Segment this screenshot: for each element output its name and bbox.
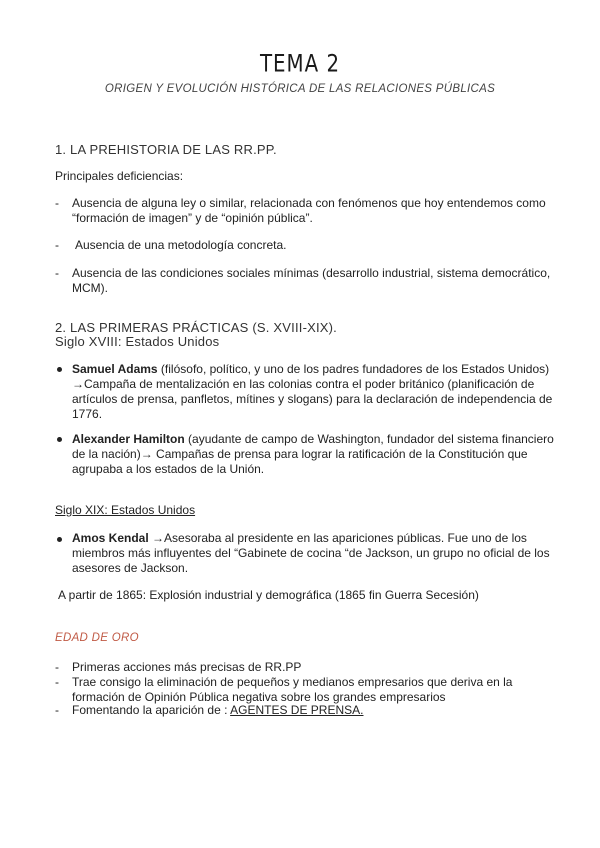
section-4-heading: EDAD DE ORO xyxy=(55,632,139,644)
person-description: →Asesoraba al presidente en las apariciones públicas. Fue uno de los miembros más influyentes del “Gabinete de cocina “de Jackson, un grupo no oficial de los asesores de Jackson. xyxy=(72,531,550,575)
dash-bullet: - xyxy=(55,675,59,689)
section-3-subheading: Siglo XIX: Estados Unidos xyxy=(55,503,196,517)
section-3-item-1 xyxy=(72,531,562,576)
section-4-item-3-text: Fomentando la aparición de : xyxy=(72,703,231,717)
section-1-item-1: Ausencia de alguna ley o similar, relacionada con fenómenos que hoy entendemos como “formación de imagen” y de “opinión pública”. xyxy=(72,196,546,225)
section-1-heading: 1. LA PREHISTORIA DE LAS RR.PP. xyxy=(55,142,277,157)
person-name: Alexander Hamilton xyxy=(72,432,185,446)
agentes-de-prensa-link[interactable]: AGENTES DE PRENSA. xyxy=(230,703,364,717)
section-1-item-3: Ausencia de las condiciones sociales mínimas (desarrollo industrial, sistema democrático, MCM). xyxy=(72,266,551,295)
bullet-dot-icon xyxy=(57,437,62,442)
person-name: Amos Kendal xyxy=(72,531,149,545)
dash-bullet: - xyxy=(55,660,59,674)
section-4-item-3 xyxy=(72,703,562,718)
section-4-item-1: Primeras acciones más precisas de RR.PP xyxy=(72,660,302,674)
section-1-intro: Principales deficiencias: xyxy=(55,169,184,183)
dash-bullet: - xyxy=(55,703,59,717)
bullet-dot-icon xyxy=(57,537,62,542)
section-2-item-2 xyxy=(72,432,562,477)
dash-bullet: - xyxy=(55,266,59,280)
page-subtitle: ORIGEN Y EVOLUCIÓN HISTÓRICA DE LAS RELACIONES PÚBLICAS xyxy=(104,83,496,95)
section-2-heading: 2. LAS PRIMERAS PRÁCTICAS (S. XVIII-XIX). xyxy=(55,320,337,335)
section-2-subheading: Siglo XVIII: Estados Unidos xyxy=(55,334,220,349)
page-title: TEMA 2 xyxy=(259,50,341,79)
person-description: (filósofo, político, y uno de los padres fundadores de los Estados Unidos) →Campaña de mentalización en las colonias contra el poder británico (planificación de artículos de prensa, panfletos, mítines y slogans) para la declaración de independencia de 1776. xyxy=(72,362,553,421)
section-1-item-2: Ausencia de una metodología concreta. xyxy=(75,238,287,252)
dash-bullet: - xyxy=(55,196,59,210)
section-3-note: A partir de 1865: Explosión industrial y demográfica (1865 fin Guerra Secesión) xyxy=(58,588,479,602)
person-description: (ayudante de campo de Washington, fundador del sistema financiero de la nación)→ Campañas de prensa para lograr la ratificación de la Constitución que agrupaba a los estados de la Unión. xyxy=(72,432,554,476)
section-4-item-2: Trae consigo la eliminación de pequeños y medianos empresarios que deriva en la formación de Opinión Pública negativa sobre los grandes empresarios xyxy=(72,675,513,704)
bullet-dot-icon xyxy=(57,367,62,372)
dash-bullet: - xyxy=(55,238,59,252)
section-2-item-1 xyxy=(72,362,562,422)
person-name: Samuel Adams xyxy=(72,362,158,376)
